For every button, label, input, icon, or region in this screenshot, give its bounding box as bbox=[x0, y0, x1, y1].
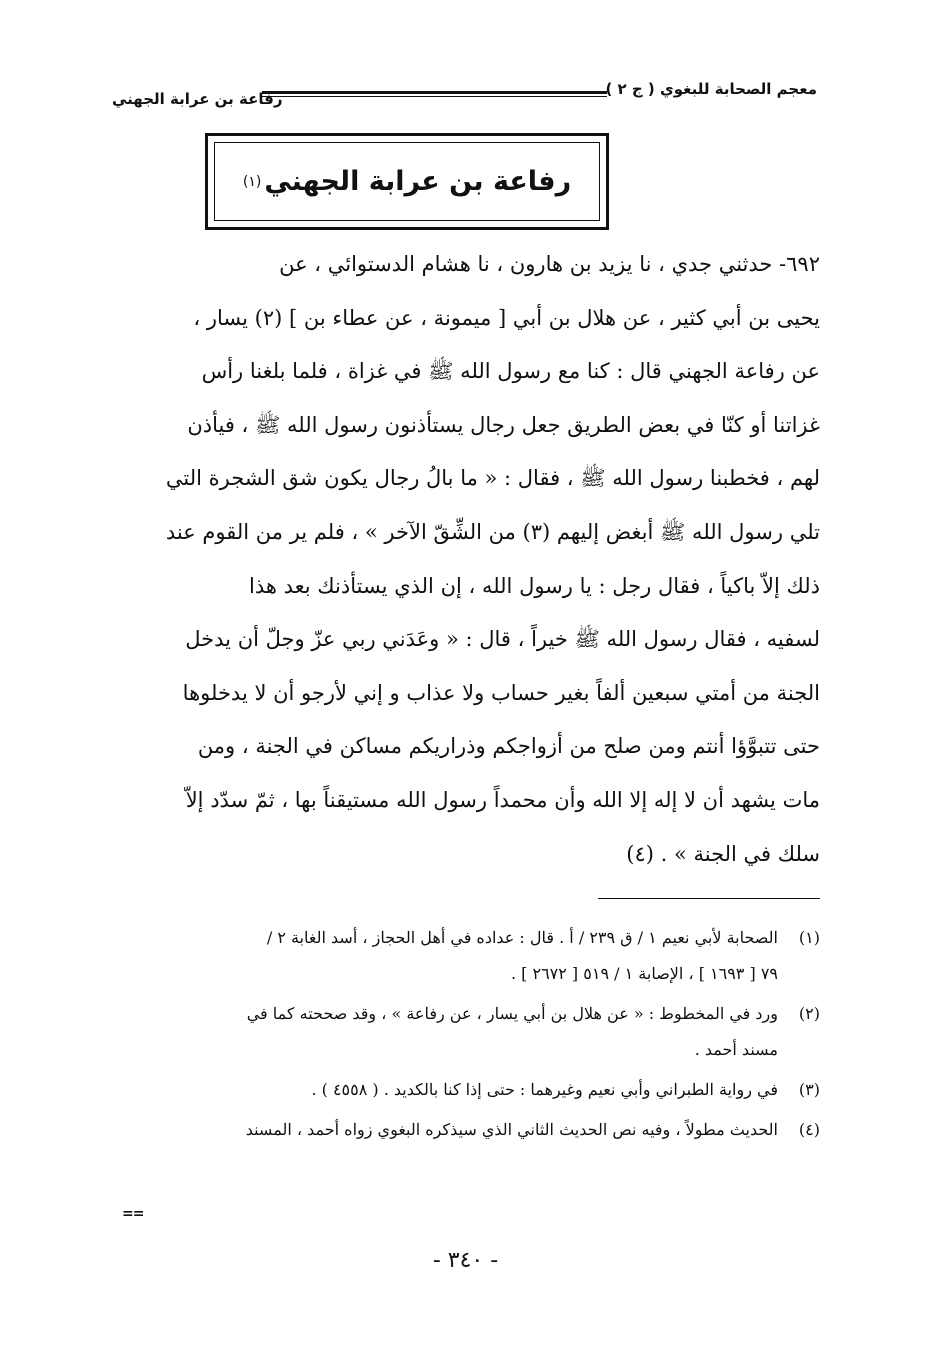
footnote-3 bbox=[110, 1072, 820, 1108]
body-line: يحيى بن أبي كثير ، عن هلال بن أبي [ ميمونة ، عن عطاء بن ] (٢) يسار ، bbox=[193, 305, 820, 330]
footnote-line: ورد في المخطوط : « عن هلال بن أبي يسار ، عن رفاعة » ، وقد صححته كما في bbox=[246, 1004, 778, 1023]
body-line: ذلك إلاّ باكياً ، فقال رجل : يا رسول الله ، إن الذي يستأذنك بعد هذا bbox=[249, 573, 820, 598]
footnotes bbox=[110, 920, 820, 1152]
hadith-text bbox=[108, 238, 820, 881]
footnote-line: ٧٩ [ ١٦٩٣ ] ، الإصابة ١ / ٥١٩ [ ٢٦٧٢ ] . bbox=[510, 964, 778, 983]
footnote-line: الحديث مطولاً ، وفيه نص الحديث الثاني الذي سيذكره البغوي زواه أحمد ، المسند bbox=[245, 1120, 778, 1139]
header-rule bbox=[262, 91, 607, 97]
title-footnote-ref: (١) bbox=[242, 173, 262, 190]
body-line: لسفيه ، فقال رسول الله ﷺ خيراً ، قال : « وعَدَني ربي عزّ وجلّ أن يدخل bbox=[185, 627, 820, 652]
body-line: لهم ، فخطبنا رسول الله ﷺ ، فقال : « ما بالُ رجال يكون شق الشجرة التي bbox=[165, 466, 820, 491]
body-line: عن رفاعة الجهني قال : كنا مع رسول الله ﷺ في غزاة ، فلما بلغنا رأس bbox=[201, 359, 820, 384]
running-header bbox=[112, 80, 817, 114]
footnote-line: في رواية الطبراني وأبي نعيم وغيرهما : حتى إذا كنا بالكديد . ( ٤٥٥٨ ) . bbox=[311, 1080, 778, 1099]
body-line: سلك في الجنة » . (٤) bbox=[626, 841, 820, 866]
body-line: مات يشهد أن لا إله إلا الله وأن محمداً رسول الله مستيقناً بها ، ثمّ سدّد إلاّ bbox=[185, 787, 820, 812]
footnote-number: (١) bbox=[798, 928, 820, 947]
footnote-separator bbox=[598, 898, 820, 899]
title-frame bbox=[205, 133, 609, 230]
body-line: الجنة من أمتي سبعين ألفاً بغير حساب ولا عذاب و إني لأرجو أن لا يدخلوها bbox=[182, 680, 820, 705]
footnote-1 bbox=[110, 920, 820, 992]
body-line: حتى تتبوَّؤا أنتم ومن صلح من أزواجكم وذراريكم مساكن في الجنة ، ومن bbox=[197, 734, 820, 759]
page-number: - ٣٤٠ - bbox=[432, 1248, 499, 1273]
footnote-number: (٣) bbox=[798, 1080, 820, 1099]
footnote-line: الصحابة لأبي نعيم ١ / ق ٢٣٩ / أ . قال : عداده في أهل الحجاز ، أسد الغابة ٢ / bbox=[266, 928, 778, 947]
chapter-title: رفاعة بن عرابة الجهني bbox=[112, 90, 283, 108]
body-line: تلي رسول الله ﷺ أبغض إليهم (٣) من الشِّقّ الآخر » ، فلم ير من القوم عند bbox=[165, 519, 820, 544]
footnote-number: (٢) bbox=[798, 1004, 820, 1023]
body-line: ٦٩٢- حدثني جدي ، نا يزيد بن هارون ، نا هشام الدستوائي ، عن bbox=[279, 252, 820, 276]
body-line: غزاتنا أو كنّا في بعض الطريق جعل رجال يستأذنون رسول الله ﷺ ، فيأذن bbox=[187, 412, 820, 437]
footnote-number: (٤) bbox=[798, 1120, 820, 1139]
title-frame-inner bbox=[214, 142, 600, 221]
footnote-2 bbox=[110, 996, 820, 1068]
footnote-line: مسند أحمد . bbox=[694, 1040, 778, 1059]
book-title: معجم الصحابة للبغوي ( ج ٢ ) bbox=[605, 80, 817, 98]
entry-title: رفاعة بن عرابة الجهني bbox=[264, 166, 572, 197]
footnote-4 bbox=[110, 1112, 820, 1148]
continuation-mark: == bbox=[122, 1206, 144, 1222]
